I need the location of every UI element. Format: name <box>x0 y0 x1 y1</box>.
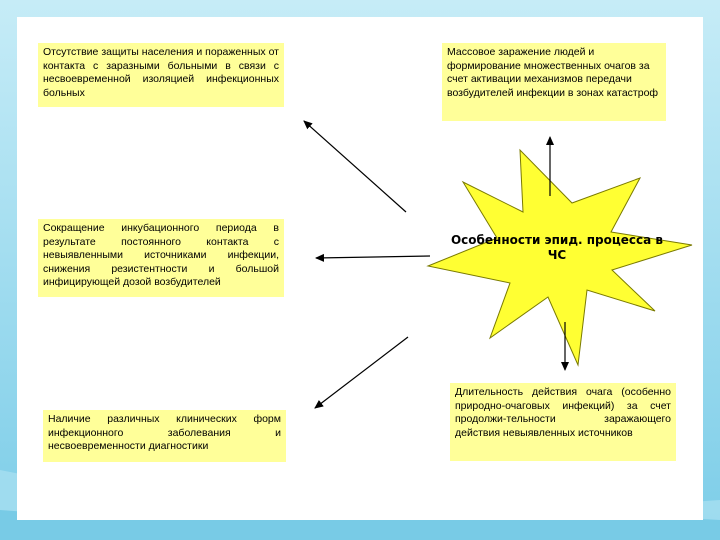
factor-box-bottom-right: Длительность действия очага (особенно природно-очаговых инфекций) за счет продолжи-тельности заражающего действия невыявленных источников <box>450 383 676 461</box>
factor-box-top-left: Отсутствие защиты населения и пораженных от контакта с заразными больными в связи с несвоевременной изоляцией инфекционных больных <box>38 43 284 107</box>
arrow-to-top-left <box>304 121 406 212</box>
factor-box-middle-left: Сокращение инкубационного периода в результате постоянного контакта с невыявленными источниками инфекции, снижения резистентности и большой инфицирующей дозой возбудителей <box>38 219 284 297</box>
arrow-to-bottom-left <box>315 337 408 408</box>
factor-box-bottom-left: Наличие различных клинических форм инфекционного заболевания и несвоевременности диагностики <box>43 410 286 462</box>
center-title: Особенности эпид. процесса в ЧС <box>450 233 664 262</box>
arrow-to-middle-left <box>316 256 430 258</box>
factor-box-top-right: Массовое заражение людей и формирование множественных очагов за счет активации механизмов передачи возбудителей инфекции в зонах катастроф <box>442 43 666 121</box>
